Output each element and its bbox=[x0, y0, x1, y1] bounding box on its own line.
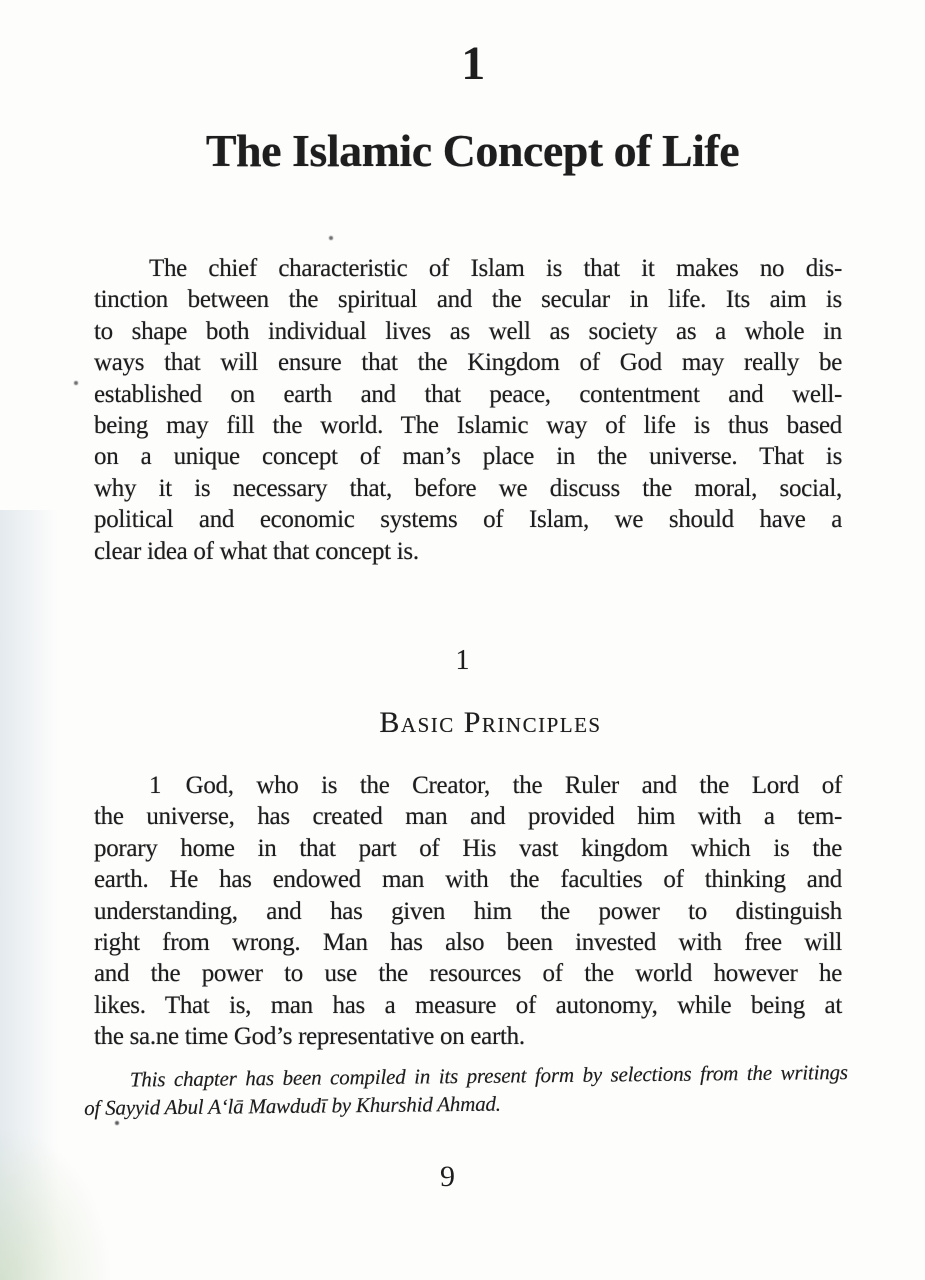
footnote bbox=[84, 1059, 849, 1122]
text-line: established on earth and that peace, contentment and well- bbox=[94, 380, 842, 408]
page-number: 9 bbox=[440, 1160, 455, 1193]
text-line: political and economic systems of Islam, we should have a bbox=[94, 506, 842, 534]
ink-speck bbox=[74, 381, 78, 385]
text-line: the sa.ne time God’s representative on earth. bbox=[94, 1023, 525, 1051]
ink-speck bbox=[329, 236, 333, 240]
text-line: on a unique concept of man’s place in the universe. That is bbox=[94, 443, 842, 471]
footnote-line: This chapter has been compiled in its present form by selections from the writings bbox=[129, 1060, 848, 1092]
text-line: 1 God, who is the Creator, the Ruler and the Lord of bbox=[149, 772, 842, 799]
text-line: porary home in that part of His vast kingdom which is the bbox=[94, 834, 842, 862]
text-line: and the power to use the resources of the world however he bbox=[94, 960, 842, 988]
text-line: being may fill the world. The Islamic way of life is thus based bbox=[94, 412, 842, 440]
chapter-number: 1 bbox=[461, 37, 486, 90]
footnote-line: of Sayyid Abul A‘lā Mawdudī by Khurshid Ahmad. bbox=[84, 1091, 501, 1120]
text-line: why it is necessary that, before we discuss the moral, social, bbox=[94, 474, 842, 502]
text-line: likes. That is, man has a measure of autonomy, while being at bbox=[94, 991, 842, 1019]
intro-paragraph bbox=[94, 253, 842, 567]
text-line: clear idea of what that concept is. bbox=[94, 537, 419, 565]
chapter-title: The Islamic Concept of Life bbox=[205, 125, 740, 176]
text-line: earth. He has endowed man with the faculties of thinking and bbox=[94, 866, 842, 894]
section-heading: Basic Principles bbox=[379, 706, 602, 739]
text-line: to shape both individual lives as well as society as a whole in bbox=[94, 317, 842, 345]
text-line: right from wrong. Man has also been invested with free will bbox=[94, 929, 842, 957]
text-line: ways that will ensure that the Kingdom of God may really be bbox=[94, 349, 842, 377]
corner-shading bbox=[0, 1130, 110, 1280]
section-number: 1 bbox=[455, 645, 470, 676]
text-line: The chief characteristic of Islam is that it makes no dis- bbox=[149, 255, 842, 282]
text-line: tinction between the spiritual and the secular in life. Its aim is bbox=[94, 286, 842, 314]
text-line: the universe, has created man and provided him with a tem- bbox=[94, 803, 842, 831]
text-line: understanding, and has given him the power to distinguish bbox=[94, 897, 842, 925]
body-paragraph bbox=[94, 770, 842, 1053]
